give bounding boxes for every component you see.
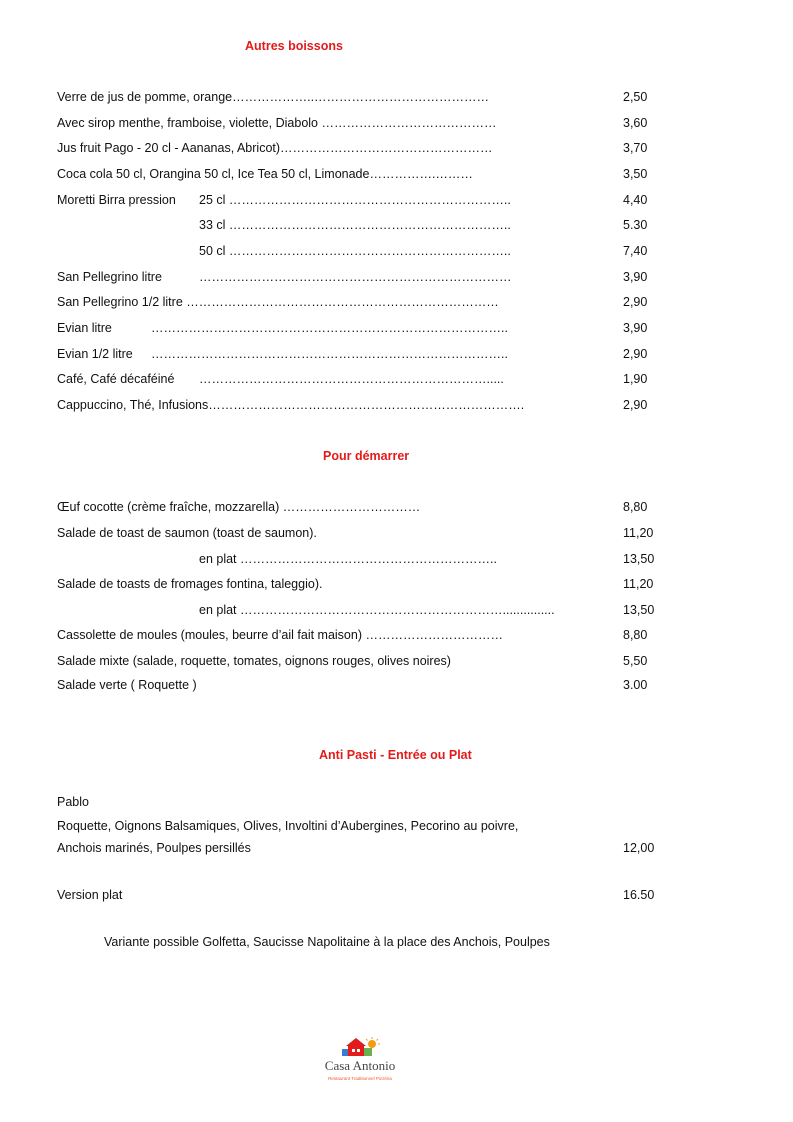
menu-item-price: 13,50 [623,603,655,617]
menu-item-leader: ………………………………………………………………………….. [151,321,508,335]
menu-item-price: 11,20 [623,526,654,540]
menu-item-price: 13,50 [623,552,655,566]
menu-item-name: Salade mixte (salade, roquette, tomates, oignons rouges, olives noires) [57,654,451,668]
casa-antonio-logo [312,1034,408,1090]
logo-tagline: Restaurant Traditionnel Pizzéria [328,1076,392,1081]
menu-item-price: 2,50 [623,90,648,104]
menu-item-name: Moretti Birra pression [57,193,176,207]
menu-item-name: Avec sirop menthe, framboise, violette, Diabolo …………………………………… [57,116,497,130]
menu-item-name: Café, Café décaféiné [57,372,175,386]
menu-item-price: 8,80 [623,628,648,642]
menu-item-name: San Pellegrino litre [57,270,162,284]
menu-item-name: Coca cola 50 cl, Orangina 50 cl, Ice Tea 50 cl, Limonade…………….……… [57,167,473,181]
menu-item-variant: en plat …………………………………………………….. [199,552,497,566]
antipasti-version-price: 16.50 [623,888,655,902]
antipasti-price: 12,00 [623,841,655,855]
antipasti-variante-note: Variante possible Golfetta, Saucisse Napolitaine à la place des Anchois, Poulpes [104,935,550,949]
menu-item-name: Salade de toast de saumon (toast de saumon). [57,526,317,540]
menu-item-price: 7,40 [623,244,648,258]
menu-item-name: Verre de jus de pomme, orange………………..…………………………………… [57,90,490,104]
menu-item-variant: ………………………………………………………………… [199,270,512,284]
menu-item-price: 11,20 [623,577,654,591]
menu-item-variant: en plat ………………………………………………………............... [199,603,555,617]
menu-item-price: 2,90 [623,295,648,309]
house-sun-icon [312,1034,408,1060]
antipasti-description-line1: Roquette, Oignons Balsamiques, Olives, Involtini d’Aubergines, Pecorino au poivre, [57,819,519,833]
menu-item-name: Salade verte ( Roquette ) [57,678,197,692]
section-title-anti-pasti: Anti Pasti - Entrée ou Plat [319,748,472,762]
menu-item-price: 3,70 [623,141,648,155]
menu-item-variant: ……………………………………………………………..... [199,372,504,386]
menu-item-name: Jus fruit Pago - 20 cl - Aananas, Abricot)…………………………………………… [57,141,493,155]
menu-item-variant: 50 cl ………………………………………………………….. [199,244,511,258]
menu-item-name: San Pellegrino 1/2 litre ………………………………………………………………… [57,295,499,309]
menu-item-leader: ………………………………………………………………………….. [151,347,508,361]
logo-name: Casa Antonio [324,1058,396,1073]
menu-item-price: 8,80 [623,500,648,514]
menu-item-price: 2,90 [623,398,648,412]
menu-item-price: 3.00 [623,678,648,692]
section-title-pour-demarrer: Pour démarrer [323,449,410,463]
antipasti-version-plat: Version plat [57,888,123,902]
menu-item-price: 4,40 [623,193,648,207]
menu-item-price: 3,90 [623,321,648,335]
menu-item-name: Evian litre [57,321,112,335]
section-title-autres-boissons: Autres boissons [245,39,343,53]
menu-item-variant: 25 cl ………………………………………………………….. [199,193,511,207]
menu-item-price: 5.30 [623,218,648,232]
menu-item-name: Cappuccino, Thé, Infusions…………………………………………………………………. [57,398,525,412]
menu-item-name: Salade de toasts de fromages fontina, taleggio). [57,577,323,591]
menu-item-price: 3,60 [623,116,648,130]
menu-item-price: 5,50 [623,654,648,668]
menu-item-name: Cassolette de moules (moules, beurre d’ail fait maison) …………………………… [57,628,503,642]
menu-item-name: Œuf cocotte (crème fraîche, mozzarella) …………………………… [57,500,421,514]
menu-item-price: 1,90 [623,372,648,386]
antipasti-name: Pablo [57,795,89,809]
menu-item-name: Evian 1/2 litre [57,347,133,361]
menu-item-price: 2,90 [623,347,648,361]
menu-item-price: 3,90 [623,270,648,284]
menu-item-price: 3,50 [623,167,648,181]
menu-item-variant: 33 cl ………………………………………………………….. [199,218,511,232]
antipasti-description-line2: Anchois marinés, Poulpes persillés [57,841,251,855]
